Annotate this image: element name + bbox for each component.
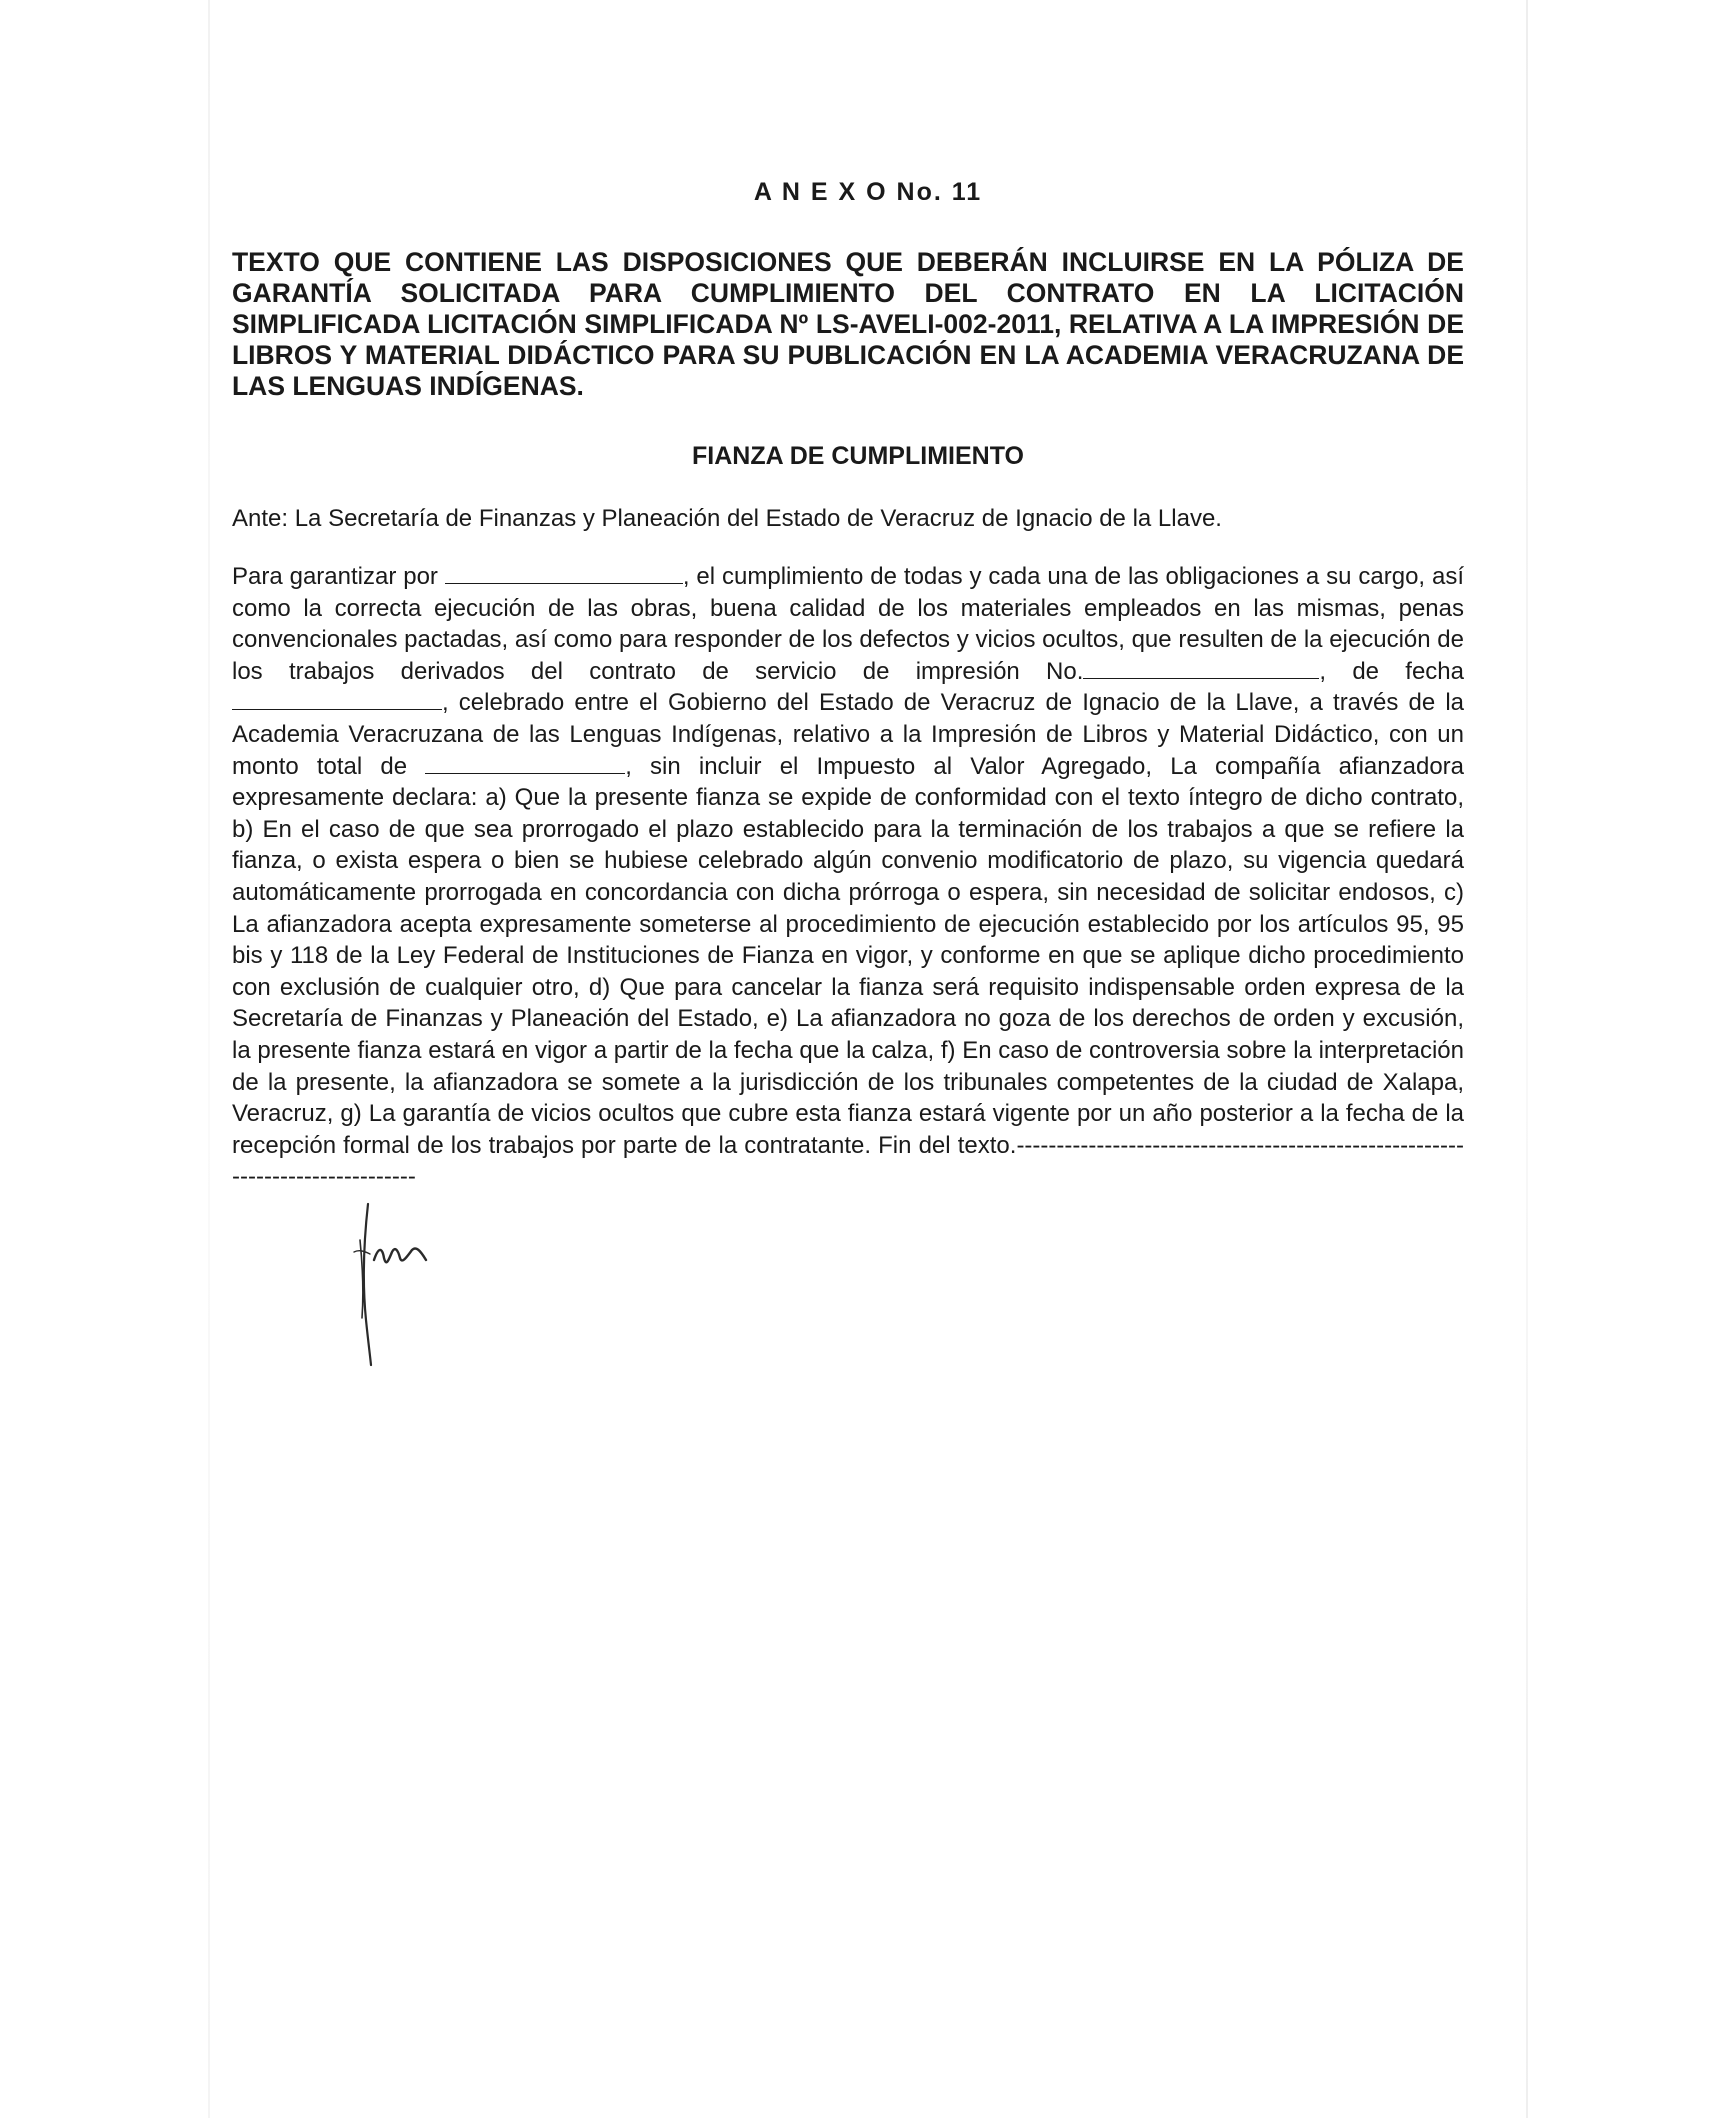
- bond-body-text: [232, 561, 1464, 1193]
- blank-contract-number-field: [1083, 658, 1319, 679]
- scan-edge-left: [208, 0, 210, 2118]
- body-text-part-5: , sin incluir el Impuesto al Valor Agregado, La compañía afianzadora expresamente declara: a) Que la presente fianza se expide de conformidad con el texto íntegro de dicho contrato, b) En el caso de que sea prorrogado el plazo establecido para la terminación de los trabajos a que se refiere la fianza, o exista espera o bien se hubiese celebrado algún convenio modificatorio de plazo, su vigencia quedará automáticamente prorrogada en concordancia con dicha prórroga o espera, sin necesidad de solicitar endosos, c) La afianzadora acepta expresamente someterse al procedimiento de ejecución establecido por los artículos 95, 95 bis y 118 de la Ley Federal de Instituciones de Fianza en vigor, y conforme en que se aplique dicho procedimiento con exclusión de cualquier otro, d) Que para cancelar la fianza será requisito indispensable orden expresa de la Secretaría de Finanzas y Planeación del Estado, e) La afianzadora no goza de los derechos de orden y excusión, la presente fianza estará en vigor a partir de la fecha que la calza, f) En caso de controversia sobre la interpretación de la presente, la afianzadora se somete a la jurisdicción de los tribunales competentes de la ciudad de Xalapa, Veracruz, g) La garantía de vicios ocultos que cubre esta fianza estará vigente por un año posterior a la fecha de la recepción formal de los trabajos por parte de la contratante. Fin del texto.: [232, 752, 1465, 1159]
- scan-edge-right: [1526, 0, 1528, 2118]
- body-text-part-1: Para garantizar por: [232, 563, 445, 590]
- blank-total-amount-field: [425, 753, 625, 774]
- annex-title: A N E X O No. 11: [753, 178, 983, 206]
- addressee-line: Ante: La Secretaría de Finanzas y Planeación del Estado de Veracruz de Ignacio de la Llave.: [232, 505, 1222, 532]
- body-text-part-2: , el cumplimiento de todas y cada una de las obligaciones a su cargo, así como la correcta ejecución de las obras, buena calidad de los materiales empleados en las mismas, penas convencionales pactadas, así como para responder de los defectos y vicios ocultos, que resulten de la ejecución de los trabajos derivados del contrato de servicio de impresión No.: [232, 563, 1465, 685]
- document-page: [232, 178, 1464, 1193]
- body-text-part-3: , de fecha: [1319, 657, 1464, 685]
- body-text-part-4: , celebrado entre el Gobierno del Estado de Veracruz de Ignacio de la Llave, a través de la Academia Veracruzana de las Lenguas Indígenas, relativo a la Impresión de Libros y Material Didáctico, con un monto total de: [232, 689, 1464, 780]
- bond-title: FIANZA DE CUMPLIMIENTO: [692, 442, 1024, 470]
- trailing-dashes: -------------------------------------------------------------------------------: [232, 1131, 1464, 1191]
- blank-date-field: [232, 689, 442, 710]
- document-heading: TEXTO QUE CONTIENE LAS DISPOSICIONES QUE DEBERÁN INCLUIRSE EN LA PÓLIZA DE GARANTÍA SOLICITADA PARA CUMPLIMIENTO DEL CONTRATO EN LA LICITACIÓN SIMPLIFICADA LICITACIÓN SIMPLIFICADA Nº LS-AVELI-002-2011, RELATIVA A LA IMPRESIÓN DE LIBROS Y MATERIAL DIDÁCTICO PARA SU PUBLICACIÓN EN LA ACADEMIA VERACRUZANA DE LAS LENGUAS INDÍGENAS.: [232, 247, 1464, 401]
- handwritten-signature: [340, 1200, 440, 1370]
- blank-amount-field: [445, 563, 683, 584]
